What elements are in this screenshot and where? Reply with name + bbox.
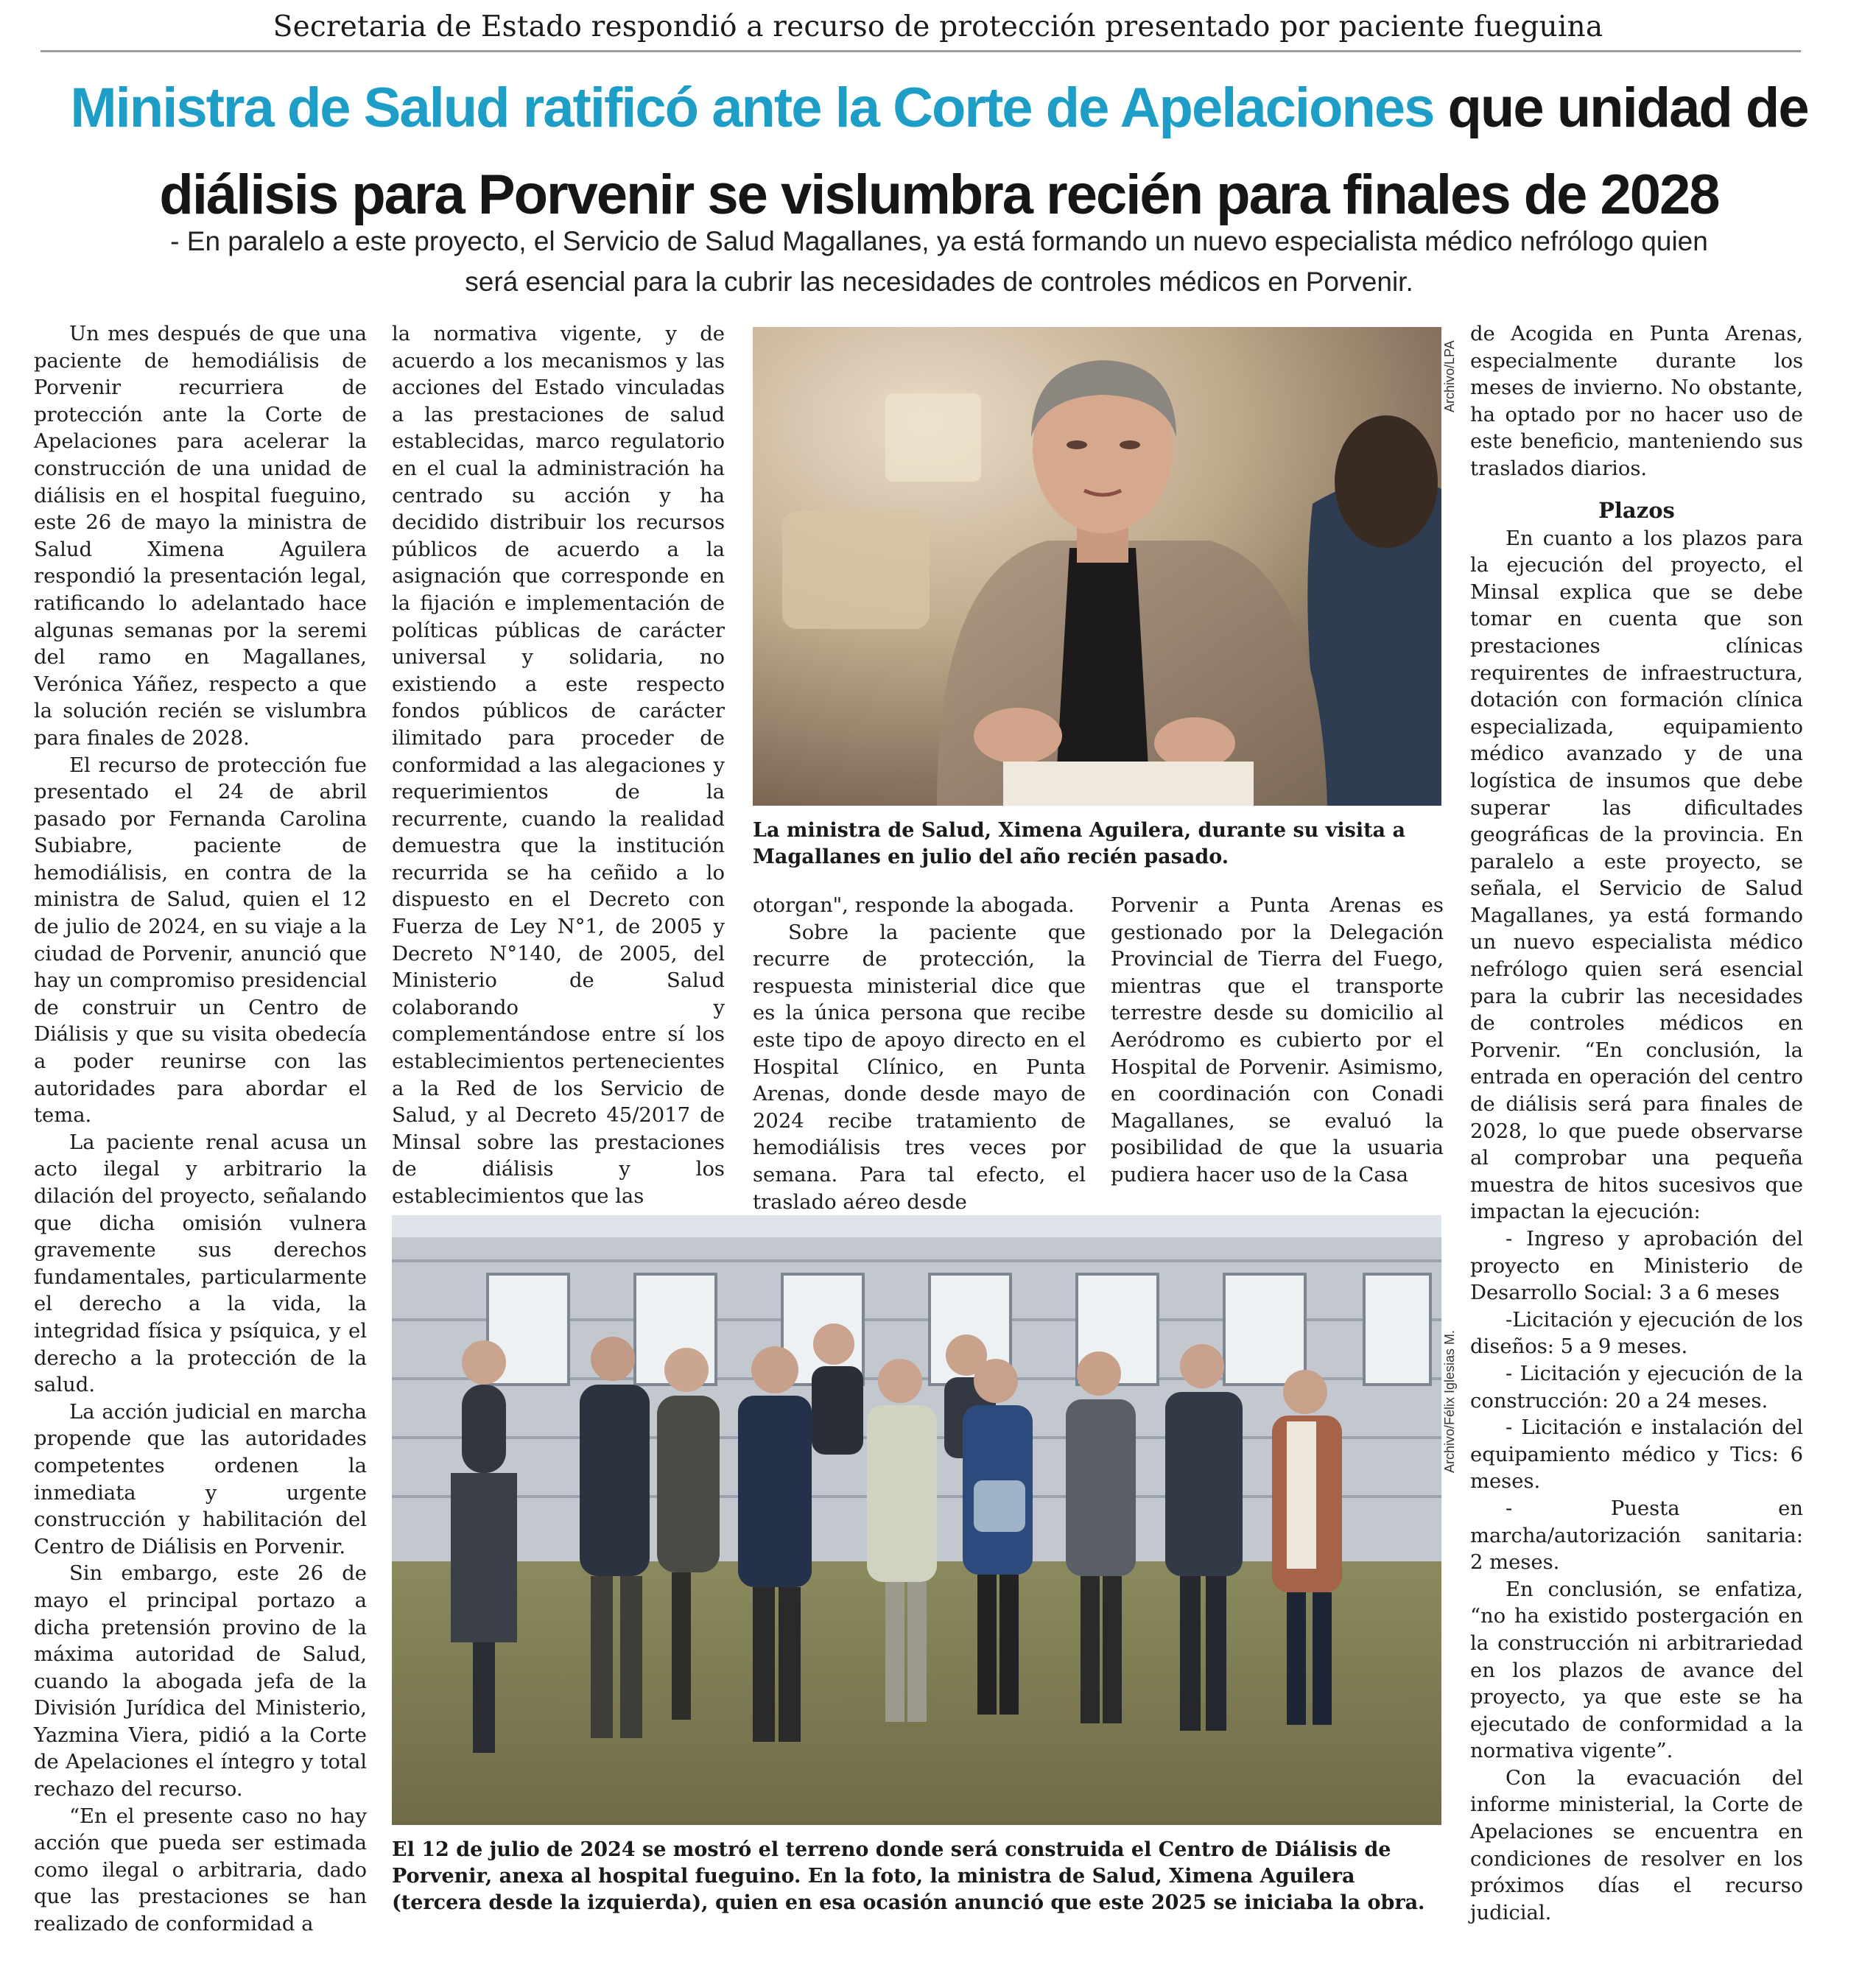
subhead: - En paralelo a este proyecto, el Servicio de Salud Magallanes, ya está formando un nuevo especialista médico nefrólogo quien será esencial para la cubrir las necesidades de controles médicos en Porvenir.	[170, 226, 1708, 297]
paragraph: La paciente renal acusa un acto ilegal y arbitrario la dilación del proyecto, señalando que dicha omisión vulnera gravemente sus derechos fundamentales, particularmente el derecho a la vida, la integridad física y psíquica, y el derecho a la protección de la salud.	[34, 1131, 367, 1397]
group-photo	[392, 1215, 1441, 1825]
paragraph: En conclusión, se enfatiza, “no ha existido postergación en la construcción ni arbitrariedad en los plazos de avance del proyecto, ya que este se ha ejecutado de conformidad a la normativa vigente”.	[1470, 1578, 1803, 1763]
photo2-caption: El 12 de julio de 2024 se mostró el terreno donde será construida el Centro de Diálisis de Porvenir, anexa al hospital fueguino. En la foto, la ministra de Salud, Ximena Aguilera (tercera desde la izquierda), quien en esa ocasión anunció que este 2025 se iniciaba la obra.	[392, 1838, 1425, 1914]
headline-rest: que unidad de diálisis para Porvenir se vislumbra recién para finales de 2028	[159, 77, 1808, 226]
list-item: - Licitación e instalación del equipamiento médico y Tics: 6 meses.	[1470, 1416, 1803, 1494]
list-item: - Puesta en marcha/autorización sanitaria: 2 meses.	[1470, 1497, 1803, 1575]
paragraph: En cuanto a los plazos para la ejecución del proyecto, el Minsal explica que se debe tomar en cuenta que son prestaciones clínicas requirentes de infraestructura, dotación con formación clínica especializada, equipamiento médico avanzado y de una logística de insumos que debe superar las dificultades geográficas de la provincia. En paralelo a este proyecto, se señala, el Servicio de Salud Magallanes, ya está formando un nuevo especialista médico nefrólogo quien será esencial para la cubrir las necesidades de controles médicos en Porvenir. “En conclusión, la entrada en operación del centro de diálisis será para finales de 2028, lo que puede observarse al comprobar una pequeña muestra de hitos sucesivos que impactan la ejecución:	[1470, 527, 1803, 1224]
paragraph: la normativa vigente, y de acuerdo a los mecanismos y las acciones del Estado vinculadas a las prestaciones de salud establecidas, marco regulatorio en el cual la administración ha centrado su acción y ha decidido distribuir los recursos públicos de acuerdo a la asignación que corresponde en la fijación e implementación de políticas públicas de carácter universal y solidaria, no existiendo a este respecto fondos públicos de carácter ilimitado para proceder de conformidad a las alegaciones y requerimientos de la recurrente, cuando la realidad demuestra que la institución recurrida se ha ceñido a lo dispuesto en el Decreto con Fuerza de Ley N°1, de 2005 y Decreto N°140, de 2005, del Ministerio de Salud colaborando y complementándose entre sí los establecimientos pertenecientes a la Red de los Servicio de Salud, y al Decreto 45/2017 de Minsal sobre las prestaciones de diálisis y los establecimientos que las	[392, 323, 725, 1208]
paragraph: “En el presente caso no hay acción que pueda ser estimada como ilegal o arbitraria, dado que las prestaciones se han realizado de conformidad a	[34, 1804, 367, 1936]
list-item: - Ingreso y aprobación del proyecto en Ministerio de Desarrollo Social: 3 a 6 meses	[1470, 1228, 1803, 1305]
paragraph: Sobre la paciente que recurre de protección, la respuesta ministerial dice que es la única persona que recibe este tipo de apoyo directo en el Hospital Clínico, en Punta Arenas, donde desde mayo de 2024 recibe tratamiento de hemodiálisis tres veces por semana. Para tal efecto, el traslado aéreo desde	[753, 921, 1086, 1214]
column-4	[1111, 893, 1444, 1189]
headline	[29, 65, 1849, 239]
section-heading: Plazos	[1598, 497, 1675, 523]
photo1-caption: La ministra de Salud, Ximena Aguilera, durante su visita a Magallanes en julio del año recién pasado.	[753, 819, 1405, 868]
paragraph: otorgan", responde la abogada.	[753, 894, 1075, 917]
paragraph: Con la evacuación del informe ministerial, la Corte de Apelaciones se encuentra en condiciones de resolver en los próximos días el recurso judicial.	[1470, 1766, 1803, 1924]
kicker: Secretaria de Estado respondió a recurso de protección presentado por paciente fueguina	[273, 10, 1603, 43]
column-5	[1470, 321, 1803, 1927]
paragraph: Porvenir a Punta Arenas es gestionado por la Delegación Provincial de Tierra del Fuego, mientras que el transporte terrestre desde su domicilio al Aeródromo es cubierto por el Hospital de Porvenir. Asimismo, en coordinación con Conadi Magallanes, se evaluó la posibilidad de que la usuaria pudiera hacer uso de la Casa	[1111, 894, 1444, 1186]
column-3	[753, 893, 1086, 1216]
paragraph: La acción judicial en marcha propende que las autoridades competentes ordenen la inmediata y urgente construcción y habilitación del Centro de Diálisis en Porvenir.	[34, 1400, 367, 1558]
minister-photo	[753, 327, 1441, 806]
photo2-credit: Archivo/Félix Iglesias M.	[1442, 1329, 1457, 1473]
header-rule	[41, 50, 1801, 52]
headline-accent: Ministra de Salud ratificó ante la Corte de Apelaciones	[70, 77, 1434, 139]
photo1-credit: Archivo/LPA	[1442, 340, 1457, 412]
paragraph: de Acogida en Punta Arenas, especialmente durante los meses de invierno. No obstante, ha optado por no hacer uso de este beneficio, manteniendo sus traslados diarios.	[1470, 323, 1803, 480]
list-item: - Licitación y ejecución de la construcción: 20 a 24 meses.	[1470, 1362, 1803, 1413]
column-1	[34, 321, 367, 1938]
paragraph: Un mes después de que una paciente de hemodiálisis de Porvenir recurriera de protección ante la Corte de Apelaciones para acelerar la construcción de una unidad de diálisis en el hospital fueguino, este 26 de mayo la ministra de Salud Ximena Aguilera respondió la presentación legal, ratificando lo adelantado hace algunas semanas por la seremi del ramo en Magallanes, Verónica Yáñez, respecto a que la solución recién se vislumbra para finales de 2028.	[34, 323, 367, 750]
paragraph: El recurso de protección fue presentado el 24 de abril pasado por Fernanda Carolina Subiabre, paciente de hemodiálisis, en contra de la ministra de Salud, quien el 12 de julio de 2024, en su viaje a la ciudad de Porvenir, anunció que hay un compromiso presidencial de construir un Centro de Diálisis y que su visita obedecía a poder reunirse con las autoridades para abordar el tema.	[34, 753, 367, 1128]
paragraph: Sin embargo, este 26 de mayo el principal portazo a dicha pretensión provino de la máxima autoridad de Salud, cuando la abogada jefa de la División Jurídica del Ministerio, Yazmina Viera, pidió a la Corte de Apelaciones el íntegro y total rechazo del recurso.	[34, 1562, 367, 1801]
column-2	[392, 321, 725, 1211]
list-item: -Licitación y ejecución de los diseños: 5 a 9 meses.	[1470, 1308, 1803, 1359]
